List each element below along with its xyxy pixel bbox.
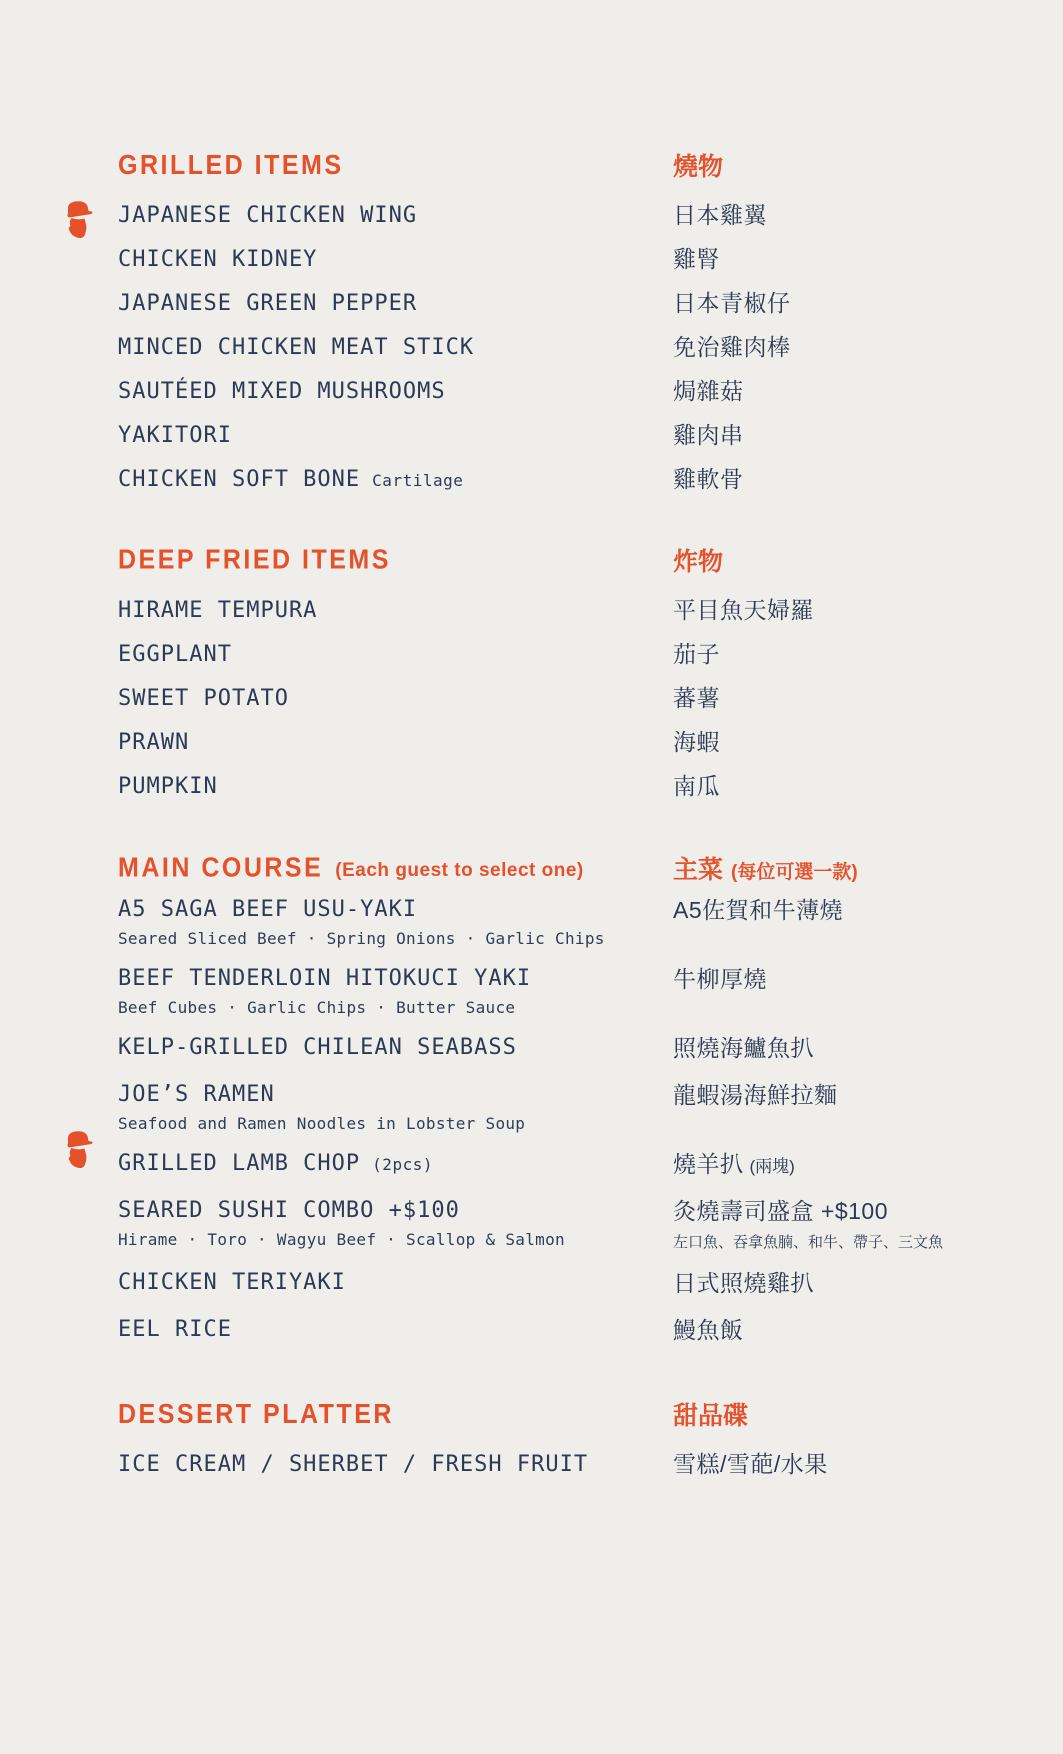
joes-face-icon [62,199,98,239]
menu-item-en [118,1450,673,1481]
menu-item-title-line [118,728,673,759]
menu-item-zh [673,683,1033,716]
menu-item-en [118,772,673,803]
menu-item-name-zh: 鰻魚飯 [673,1317,744,1343]
menu-item-name-en: SWEET POTATO [118,685,289,711]
menu-item-row [118,1268,1033,1301]
section-title-en: GRILLED ITEMS [118,149,344,180]
menu-item-name-en: MINCED CHICKEN MEAT STICK [118,334,475,360]
menu-item-title-line-zh [673,464,1033,497]
menu-item-title-line-zh [673,683,1033,716]
menu-item-title-line [118,596,673,627]
menu-item-name-en: CHICKEN SOFT BONE [118,466,361,492]
menu-item-en [118,377,673,408]
menu-item-zh [673,1033,1033,1066]
menu-item-title-line [118,1149,673,1180]
menu-item-name-en: CHICKEN TERIYAKI [118,1270,346,1295]
menu-item-row [118,677,1033,721]
section-title-zh: 燒物 [673,153,724,181]
menu-item-name-zh: 平目魚天婦羅 [673,596,814,623]
menu-item-zh [673,727,1033,760]
menu-item-en [118,728,673,759]
menu-item-title-line-zh [673,964,1033,997]
menu-item-zh [673,639,1033,672]
menu-section-deep-fried [118,543,1033,809]
menu-item-zh [673,244,1033,277]
menu-section-dessert [118,1397,1033,1487]
menu-item-title-line [118,772,673,803]
menu-item-row [118,964,1033,1019]
menu-item-desc-en: Beef Cubes · Garlic Chips · Butter Sauce [118,998,516,1017]
menu-item-title-line [118,1196,673,1227]
menu-item-zh [673,200,1033,233]
menu-item-name-en: PUMPKIN [118,773,218,799]
menu-item-title-line [118,964,673,995]
menu-item-en [118,421,673,452]
menu-item-zh [673,895,1033,928]
menu-item-en [118,333,673,364]
menu-item-name-zh: A5佐賀和牛薄燒 [673,897,844,923]
menu-item-name-en: JAPANESE GREEN PEPPER [118,290,418,316]
section-header-zh [673,147,1033,183]
menu-item-name-zh: 焗雜菇 [673,377,744,404]
section-title-zh-note: (每位可選一款) [731,862,858,883]
menu-section-main-course [118,851,1033,1348]
menu-item-row [118,326,1033,370]
joes-face-icon [62,1129,98,1169]
menu-item-title-line [118,1080,673,1111]
menu-item-en [118,465,673,496]
section-header-en [118,151,673,180]
menu-item-en [118,640,673,671]
menu-item-title-line-zh [673,376,1033,409]
menu-item-title-line [118,465,673,496]
section-header-en [118,546,673,575]
section-header-en [118,1400,673,1429]
menu-item-title-line-zh [673,727,1033,760]
menu-item-zh [673,964,1033,997]
menu-item-desc-en: Seared Sliced Beef · Spring Onions · Garlic Chips [118,929,605,948]
menu-item-row [118,238,1033,282]
menu-item-row [118,1196,1033,1254]
menu-item-en [118,684,673,715]
menu-item-name-zh: 照燒海鱸魚扒 [673,1035,814,1061]
menu-item-name-en: EGGPLANT [118,641,232,667]
menu-item-note-zh: (兩塊) [749,1157,795,1176]
menu-item-en [118,596,673,627]
menu-item-zh [673,1268,1033,1301]
menu-item-desc-zh: 左口魚、吞拿魚腩、和牛、帶子、三文魚 [673,1234,944,1251]
menu-item-title-line [118,201,673,232]
menu-item-name-en: YAKITORI [118,422,232,448]
menu-item-name-zh: 免治雞肉棒 [673,333,791,360]
menu-item-title-line-zh [673,1315,1033,1348]
menu-item-row [118,895,1033,950]
menu-item-title-line-zh [673,288,1033,321]
section-items [118,589,1033,809]
menu-section-grilled [118,148,1033,502]
menu-item-zh [673,288,1033,321]
menu-item-zh [673,1315,1033,1348]
menu-item-name-en: KELP-GRILLED CHILEAN SEABASS [118,1035,517,1060]
menu-item-zh [673,332,1033,365]
menu-item-row [118,414,1033,458]
menu-item-row [118,1080,1033,1135]
section-header [118,148,1033,182]
menu-item-name-en: SAUTÉED MIXED MUSHROOMS [118,378,446,404]
menu-item-name-en: CHICKEN KIDNEY [118,246,318,272]
menu-item-zh [673,1449,1033,1482]
menu-item-row [118,1033,1033,1066]
menu-item-title-line [118,1315,673,1346]
section-title-zh: 主菜 [673,856,724,884]
menu-item-zh [673,1080,1033,1113]
menu-item-title-line-zh [673,1149,1033,1182]
menu-item-row [118,1443,1033,1487]
menu-item-name-zh: 雞肉串 [673,421,744,448]
section-header [118,543,1033,577]
section-header-en [118,854,673,883]
menu-item-title-line [118,377,673,408]
menu-item-note-en: Cartilage [372,470,464,490]
menu-item-name-zh: 日本雞翼 [673,201,767,228]
menu-item-name-en: SEARED SUSHI COMBO +$100 [118,1198,460,1223]
menu-item-row [118,194,1033,238]
menu-item-title-line [118,421,673,452]
menu-item-title-line-zh [673,771,1033,804]
menu-item-name-zh: 日本青椒仔 [673,289,791,316]
section-title-zh: 甜品碟 [673,1402,749,1430]
menu-item-zh [673,1149,1033,1182]
menu-item-title-line-zh [673,420,1033,453]
menu-item-title-line [118,684,673,715]
menu-item-name-zh: 雪糕/雪葩/水果 [673,1450,828,1477]
section-header-zh [673,1396,1033,1432]
menu-item-note-en: (2pcs) [372,1155,433,1174]
menu-item-row [118,282,1033,326]
menu-item-name-zh: 茄子 [673,640,720,667]
section-header [118,851,1033,885]
menu-item-title-line-zh [673,1449,1033,1482]
menu-item-en [118,1268,673,1299]
menu-item-en [118,1080,673,1135]
menu-item-title-line-zh [673,332,1033,365]
menu-item-row [118,370,1033,414]
section-header [118,1397,1033,1431]
menu-item-name-zh: 雞腎 [673,245,720,272]
section-title-en: MAIN COURSE [118,852,324,883]
menu-item-zh [673,1196,1033,1254]
menu-item-row [118,458,1033,502]
section-title-zh: 炸物 [673,548,724,576]
menu-item-name-en: JOE’S RAMEN [118,1082,275,1107]
menu-item-title-line [118,895,673,926]
menu-item-name-en: BEEF TENDERLOIN HITOKUCI YAKI [118,966,532,991]
menu-item-title-line [118,1033,673,1064]
menu-item-title-line-zh [673,895,1033,928]
section-title-en: DEEP FRIED ITEMS [118,544,391,575]
menu-item-name-en: EEL RICE [118,1317,232,1342]
menu-item-name-en: ICE CREAM / SHERBET / FRESH FRUIT [118,1451,589,1477]
menu-item-name-zh: 海蝦 [673,728,720,755]
menu-item-en [118,289,673,320]
section-items [118,194,1033,502]
menu-item-name-en: JAPANESE CHICKEN WING [118,202,418,228]
menu-item-name-en: GRILLED LAMB CHOP [118,1151,361,1176]
menu-item-en [118,1196,673,1251]
menu-item-name-zh: 燒羊扒 [673,1151,744,1177]
menu-item-title-line-zh [673,639,1033,672]
menu-item-en [118,895,673,950]
menu-item-name-zh: 南瓜 [673,772,720,799]
menu-item-title-line [118,333,673,364]
menu-item-row [118,589,1033,633]
menu-item-row [118,721,1033,765]
menu-item-title-line-zh [673,1080,1033,1113]
menu-item-title-line [118,245,673,276]
menu-item-row [118,1149,1033,1182]
menu-item-name-zh: 雞軟骨 [673,465,744,492]
menu-item-title-line [118,1268,673,1299]
menu-item-en [118,201,673,232]
menu-item-name-zh: 蕃薯 [673,684,720,711]
menu-item-zh [673,420,1033,453]
menu-item-name-en: HIRAME TEMPURA [118,597,318,623]
section-header-zh [673,850,1033,886]
menu-item-en [118,1149,673,1180]
menu-item-title-line [118,640,673,671]
menu-item-en [118,245,673,276]
menu-item-zh [673,376,1033,409]
menu-item-title-line-zh [673,1033,1033,1066]
menu-item-title-line-zh [673,1268,1033,1301]
section-items [118,895,1033,1348]
menu-item-title-line [118,289,673,320]
section-header-zh [673,542,1033,578]
menu-item-title-line-zh [673,595,1033,628]
menu-item-row [118,1315,1033,1348]
section-items [118,1443,1033,1487]
menu-item-desc-en: Hirame · Toro · Wagyu Beef · Scallop & Salmon [118,1230,565,1249]
menu-item-en [118,964,673,1019]
menu-item-row [118,765,1033,809]
menu-item-name-zh: 龍蝦湯海鮮拉麵 [673,1082,838,1108]
menu-item-name-en: PRAWN [118,729,190,755]
menu-item-title-line-zh [673,244,1033,277]
menu-item-title-line [118,1450,673,1481]
menu-item-name-zh: 灸燒壽司盛盒 +$100 [673,1198,888,1224]
section-title-en-note: (Each guest to select one) [335,859,584,881]
menu-item-name-zh: 日式照燒雞扒 [673,1270,814,1296]
menu-item-row [118,633,1033,677]
section-title-en: DESSERT PLATTER [118,1398,394,1429]
menu-item-name-en: A5 SAGA BEEF USU-YAKI [118,897,418,922]
menu-item-name-zh: 牛柳厚燒 [673,966,767,992]
menu-item-en [118,1033,673,1064]
menu-item-zh [673,464,1033,497]
menu-item-en [118,1315,673,1346]
menu-item-desc-en: Seafood and Ramen Noodles in Lobster Soup [118,1114,526,1133]
menu-item-zh [673,595,1033,628]
menu-item-title-line-zh [673,200,1033,233]
menu-item-title-line-zh [673,1196,1033,1229]
menu-item-zh [673,771,1033,804]
